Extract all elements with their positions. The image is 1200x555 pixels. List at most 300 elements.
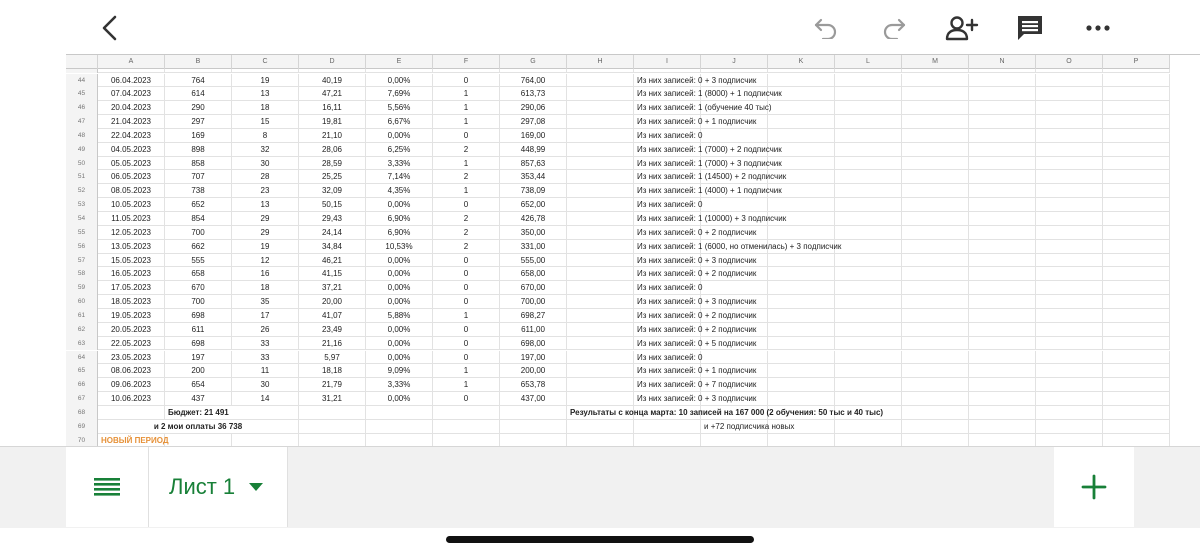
cell-b[interactable]: 700 [165,226,232,240]
row-number[interactable]: 57 [66,254,98,268]
cell-a[interactable]: 22.05.2023 [98,337,165,351]
cell-e[interactable]: 3,33% [366,157,433,171]
cell[interactable] [835,267,902,281]
cell[interactable] [1036,240,1103,254]
cell[interactable] [1103,198,1170,212]
cell-d[interactable]: 29,43 [299,212,366,226]
cell[interactable] [768,281,835,295]
cell[interactable] [902,115,969,129]
cell[interactable] [701,129,768,143]
cell[interactable] [969,392,1036,406]
cell[interactable] [969,351,1036,365]
cell[interactable] [835,170,902,184]
cell[interactable] [902,226,969,240]
budget-cell[interactable]: Бюджет: 21 491 [165,406,299,420]
cell-h[interactable] [567,143,634,157]
cell-c[interactable]: 17 [232,309,299,323]
table-row[interactable] [66,157,1170,171]
cell[interactable] [1103,337,1170,351]
cell[interactable] [1103,392,1170,406]
table-row-budget[interactable] [66,406,1170,420]
row-number[interactable]: 48 [66,129,98,143]
cell-a[interactable]: 23.05.2023 [98,351,165,365]
cell-f[interactable]: 1 [433,87,500,101]
cell-b[interactable]: 662 [165,240,232,254]
cell[interactable] [902,198,969,212]
cell[interactable] [768,129,835,143]
cell-e[interactable]: 0,00% [366,351,433,365]
table-row[interactable] [66,184,1170,198]
cell-a[interactable]: 04.05.2023 [98,143,165,157]
cell-b[interactable]: 698 [165,309,232,323]
cell[interactable] [366,420,433,434]
cell-c[interactable]: 8 [232,129,299,143]
cell-i-note[interactable]: Из них записей: 1 (8000) + 1 подписчик [634,87,701,101]
cell[interactable] [1103,378,1170,392]
cell[interactable] [835,420,902,434]
cell[interactable] [768,226,835,240]
column-header-o[interactable]: O [1036,55,1103,69]
cell-a[interactable]: 10.05.2023 [98,198,165,212]
table-row[interactable] [66,198,1170,212]
cell[interactable] [1036,420,1103,434]
cell[interactable] [969,157,1036,171]
cell-e[interactable]: 6,90% [366,226,433,240]
table-row[interactable] [66,281,1170,295]
cell-b[interactable]: 611 [165,323,232,337]
cell[interactable] [969,378,1036,392]
cell[interactable] [902,143,969,157]
cell[interactable] [902,406,969,420]
cell[interactable] [902,337,969,351]
cell-d[interactable]: 47,21 [299,87,366,101]
row-number[interactable]: 53 [66,198,98,212]
cell[interactable] [835,281,902,295]
column-header-f[interactable]: F [433,55,500,69]
cell-e[interactable]: 0,00% [366,267,433,281]
cell[interactable] [902,184,969,198]
cell[interactable] [969,254,1036,268]
column-header-h[interactable]: H [567,55,634,69]
cell-h[interactable] [567,378,634,392]
cell[interactable] [165,434,232,446]
cell-c[interactable]: 11 [232,364,299,378]
cell-h[interactable] [567,351,634,365]
cell-b[interactable]: 854 [165,212,232,226]
payments-cell[interactable]: и 2 мои оплаты 36 738 [98,420,299,434]
cell-i-note[interactable]: Из них записей: 0 [634,198,701,212]
cell-d[interactable]: 46,21 [299,254,366,268]
row-number[interactable]: 58 [66,267,98,281]
cell-e[interactable]: 0,00% [366,254,433,268]
cell-g[interactable]: 700,00 [500,295,567,309]
cell[interactable] [1103,323,1170,337]
cell-b[interactable]: 290 [165,101,232,115]
spreadsheet-grid[interactable] [66,54,1200,446]
table-row[interactable] [66,295,1170,309]
cell[interactable] [835,129,902,143]
cell-a[interactable]: 08.05.2023 [98,184,165,198]
cell[interactable] [1036,392,1103,406]
cell[interactable] [969,170,1036,184]
cell-g[interactable]: 738,09 [500,184,567,198]
cell[interactable] [768,434,835,446]
cell-g[interactable]: 350,00 [500,226,567,240]
cell-h[interactable] [567,157,634,171]
cell-i-note[interactable]: Из них записей: 1 (14500) + 2 подписчик [634,170,701,184]
cell-c[interactable]: 30 [232,157,299,171]
cell[interactable] [1103,143,1170,157]
row-number[interactable]: 49 [66,143,98,157]
table-row[interactable] [66,392,1170,406]
cell-a[interactable]: 19.05.2023 [98,309,165,323]
cell[interactable] [1103,240,1170,254]
cell-i-note[interactable]: Из них записей: 1 (7000) + 2 подписчик [634,143,701,157]
cell[interactable] [969,226,1036,240]
cell-c[interactable]: 35 [232,295,299,309]
cell[interactable] [902,323,969,337]
cell[interactable] [366,406,433,420]
cell-f[interactable]: 1 [433,157,500,171]
cell[interactable] [969,295,1036,309]
cell-f[interactable]: 0 [433,267,500,281]
cell[interactable] [835,364,902,378]
cell-g[interactable]: 652,00 [500,198,567,212]
cell-a[interactable]: 11.05.2023 [98,212,165,226]
column-header-d[interactable]: D [299,55,366,69]
cell-g[interactable]: 200,00 [500,364,567,378]
cell-i-note[interactable]: Из них записей: 0 + 3 подписчик [634,254,701,268]
cell[interactable] [835,378,902,392]
cell[interactable] [1103,212,1170,226]
row-number[interactable]: 63 [66,337,98,351]
cell[interactable] [1103,309,1170,323]
cell-i-note[interactable]: Из них записей: 1 (6000, но отменилась) + 3 подписчик [634,240,701,254]
cell-i-note[interactable]: Из них записей: 0 + 3 подписчик [634,295,701,309]
cell-f[interactable]: 1 [433,115,500,129]
cell-b[interactable]: 764 [165,74,232,88]
cell-c[interactable]: 16 [232,267,299,281]
results-summary-cell[interactable]: Результаты с конца марта: 10 записей на 167 000 (2 обучения: 50 тыс и 40 тыс) [567,406,634,420]
cell-d[interactable]: 5,97 [299,351,366,365]
cell-e[interactable]: 0,00% [366,74,433,88]
cell-b[interactable]: 200 [165,364,232,378]
cell[interactable] [1103,170,1170,184]
cell[interactable] [902,309,969,323]
cell-f[interactable]: 2 [433,240,500,254]
cell[interactable] [768,267,835,281]
cell[interactable] [835,115,902,129]
cell-e[interactable]: 0,00% [366,129,433,143]
cell-f[interactable]: 0 [433,281,500,295]
cell-a[interactable]: 22.04.2023 [98,129,165,143]
cell-h[interactable] [567,184,634,198]
table-row[interactable] [66,240,1170,254]
cell[interactable] [835,226,902,240]
cell-i-note[interactable]: Из них записей: 0 + 7 подписчик [634,378,701,392]
cell-e[interactable]: 6,90% [366,212,433,226]
cell[interactable] [835,434,902,446]
cell-i-note[interactable]: Из них записей: 1 (10000) + 3 подписчик [634,212,701,226]
cell-f[interactable]: 0 [433,323,500,337]
row-number[interactable]: 68 [66,406,98,420]
cell-a[interactable]: 06.04.2023 [98,74,165,88]
cell[interactable] [1103,364,1170,378]
table-row[interactable] [66,351,1170,365]
row-number[interactable]: 51 [66,170,98,184]
cell[interactable] [969,198,1036,212]
cell-a[interactable]: 21.04.2023 [98,115,165,129]
cell-e[interactable]: 0,00% [366,198,433,212]
table-row[interactable] [66,323,1170,337]
back-button[interactable] [90,8,130,48]
cell-h[interactable] [567,392,634,406]
cell-e[interactable]: 4,35% [366,184,433,198]
cell-d[interactable]: 28,59 [299,157,366,171]
cell-h[interactable] [567,295,634,309]
sheets-menu-button[interactable] [66,447,148,527]
cell-i[interactable] [634,420,701,434]
cell-d[interactable]: 21,16 [299,337,366,351]
cell-a[interactable]: 05.05.2023 [98,157,165,171]
row-number[interactable]: 59 [66,281,98,295]
cell-c[interactable]: 12 [232,254,299,268]
cell[interactable] [835,198,902,212]
cell-c[interactable]: 23 [232,184,299,198]
row-number[interactable]: 69 [66,420,98,434]
cell[interactable] [969,101,1036,115]
cell[interactable] [768,364,835,378]
cell-b[interactable]: 707 [165,170,232,184]
cell-h[interactable] [567,226,634,240]
row-number[interactable]: 61 [66,309,98,323]
cell[interactable] [1036,157,1103,171]
cell-f[interactable]: 2 [433,143,500,157]
cell-f[interactable]: 1 [433,364,500,378]
cell-h[interactable] [567,87,634,101]
cell[interactable] [1103,267,1170,281]
cell[interactable] [232,434,299,446]
cell[interactable] [902,101,969,115]
cell-f[interactable]: 0 [433,392,500,406]
cell-b[interactable]: 169 [165,129,232,143]
cell-e[interactable]: 5,88% [366,309,433,323]
cell-g[interactable]: 555,00 [500,254,567,268]
cell[interactable] [1103,281,1170,295]
cell[interactable] [1103,420,1170,434]
cell[interactable] [1036,87,1103,101]
cell[interactable] [768,115,835,129]
cell-g[interactable]: 611,00 [500,323,567,337]
cell-c[interactable]: 14 [232,392,299,406]
cell[interactable] [969,337,1036,351]
cell-g[interactable]: 290,06 [500,101,567,115]
cell-c[interactable]: 13 [232,198,299,212]
cell-c[interactable]: 29 [232,212,299,226]
cell-f[interactable]: 2 [433,170,500,184]
sheet-tab[interactable] [148,447,288,527]
cell[interactable] [969,184,1036,198]
undo-button[interactable] [806,8,846,48]
cell[interactable] [835,351,902,365]
cell-h[interactable] [567,309,634,323]
cell-e[interactable]: 0,00% [366,281,433,295]
cell-b[interactable]: 654 [165,378,232,392]
cell[interactable] [902,378,969,392]
cell[interactable] [1036,337,1103,351]
cell[interactable] [835,184,902,198]
cell-g[interactable]: 331,00 [500,240,567,254]
cell-e[interactable]: 0,00% [366,323,433,337]
cell[interactable] [835,143,902,157]
cell-b[interactable]: 197 [165,351,232,365]
cell-e[interactable]: 0,00% [366,337,433,351]
row-number[interactable]: 65 [66,364,98,378]
column-header-p[interactable]: P [1103,55,1170,69]
cell[interactable] [1103,254,1170,268]
cell-f[interactable]: 2 [433,212,500,226]
cell[interactable] [902,170,969,184]
row-number[interactable]: 70 [66,434,98,446]
cell[interactable] [902,157,969,171]
cell[interactable] [902,212,969,226]
cell[interactable] [835,212,902,226]
cell[interactable] [835,337,902,351]
cell[interactable] [835,157,902,171]
cell[interactable] [1036,184,1103,198]
cell[interactable] [1103,184,1170,198]
cell[interactable] [768,337,835,351]
cell[interactable] [701,198,768,212]
row-number[interactable]: 56 [66,240,98,254]
cell[interactable] [768,323,835,337]
cell-g[interactable]: 613,73 [500,87,567,101]
cell-e[interactable]: 9,09% [366,364,433,378]
cell[interactable] [1036,101,1103,115]
cell[interactable] [299,406,366,420]
cell[interactable] [969,115,1036,129]
caret-down-icon[interactable] [249,483,263,491]
cell[interactable] [835,295,902,309]
cell-g[interactable]: 297,08 [500,115,567,129]
cell-i-note[interactable]: Из них записей: 1 (обучение 40 тыс) [634,101,701,115]
cell-b[interactable]: 652 [165,198,232,212]
cell[interactable] [969,281,1036,295]
cell[interactable] [969,74,1036,88]
cell-f[interactable]: 1 [433,378,500,392]
cell[interactable] [634,434,701,446]
cell[interactable] [1036,295,1103,309]
cell-h[interactable] [567,170,634,184]
cell[interactable] [902,267,969,281]
cell-e[interactable]: 0,00% [366,295,433,309]
cell[interactable] [902,351,969,365]
cell-e[interactable]: 6,67% [366,115,433,129]
cell-d[interactable]: 28,06 [299,143,366,157]
table-row[interactable] [66,129,1170,143]
cell-g[interactable]: 658,00 [500,267,567,281]
row-number[interactable]: 47 [66,115,98,129]
cell[interactable] [835,87,902,101]
cell[interactable] [1103,295,1170,309]
cell[interactable] [1036,281,1103,295]
cell-e[interactable]: 7,14% [366,170,433,184]
cell[interactable] [902,434,969,446]
cell[interactable] [902,74,969,88]
column-header-l[interactable]: L [835,55,902,69]
cell[interactable] [433,420,500,434]
cell-i-note[interactable]: Из них записей: 0 [634,129,701,143]
cell-e[interactable]: 5,56% [366,101,433,115]
cell-b[interactable]: 700 [165,295,232,309]
cell-h[interactable] [567,212,634,226]
cell-i-note[interactable]: Из них записей: 0 + 3 подписчик [634,392,701,406]
cell[interactable] [299,434,366,446]
table-row[interactable] [66,337,1170,351]
cell-a[interactable]: 13.05.2023 [98,240,165,254]
cell-i-note[interactable]: Из них записей: 1 (7000) + 3 подписчик [634,157,701,171]
cell-i-note[interactable]: Из них записей: 0 + 2 подписчик [634,309,701,323]
cell-d[interactable]: 21,10 [299,129,366,143]
cell[interactable] [567,434,634,446]
table-row[interactable] [66,87,1170,101]
cell-f[interactable]: 0 [433,254,500,268]
column-header-e[interactable]: E [366,55,433,69]
row-number[interactable]: 62 [66,323,98,337]
cell-g[interactable]: 426,78 [500,212,567,226]
column-header-g[interactable]: G [500,55,567,69]
cell-a[interactable]: 06.05.2023 [98,170,165,184]
cell-c[interactable]: 19 [232,240,299,254]
cell-e[interactable]: 7,69% [366,87,433,101]
cell-g[interactable]: 764,00 [500,74,567,88]
cell-e[interactable]: 3,33% [366,378,433,392]
cell[interactable] [768,378,835,392]
cell-d[interactable]: 40,19 [299,74,366,88]
add-sheet-button[interactable] [1054,447,1134,527]
cell[interactable] [835,240,902,254]
cell-a[interactable]: 20.05.2023 [98,323,165,337]
cell-c[interactable]: 29 [232,226,299,240]
redo-button[interactable] [874,8,914,48]
cell[interactable] [1036,198,1103,212]
cell-c[interactable]: 26 [232,323,299,337]
column-header-a[interactable]: A [98,55,165,69]
cell-b[interactable]: 898 [165,143,232,157]
cell-d[interactable]: 20,00 [299,295,366,309]
cell-h[interactable] [567,337,634,351]
cell-g[interactable]: 698,27 [500,309,567,323]
cell-d[interactable]: 23,49 [299,323,366,337]
cell-i-note[interactable]: Из них записей: 0 + 3 подписчик [634,74,701,88]
cell-f[interactable]: 1 [433,101,500,115]
cell[interactable] [1036,434,1103,446]
column-header-c[interactable]: C [232,55,299,69]
table-row-new-period[interactable] [66,434,1170,446]
cell-f[interactable]: 0 [433,198,500,212]
cell[interactable] [1036,406,1103,420]
row-number[interactable]: 50 [66,157,98,171]
cell-f[interactable]: 0 [433,351,500,365]
cell-h[interactable] [567,240,634,254]
cell[interactable] [969,129,1036,143]
row-number[interactable]: 60 [66,295,98,309]
cell-h[interactable] [567,101,634,115]
cell[interactable] [701,434,768,446]
cell-h[interactable] [567,198,634,212]
cell[interactable] [500,434,567,446]
table-row[interactable] [66,143,1170,157]
